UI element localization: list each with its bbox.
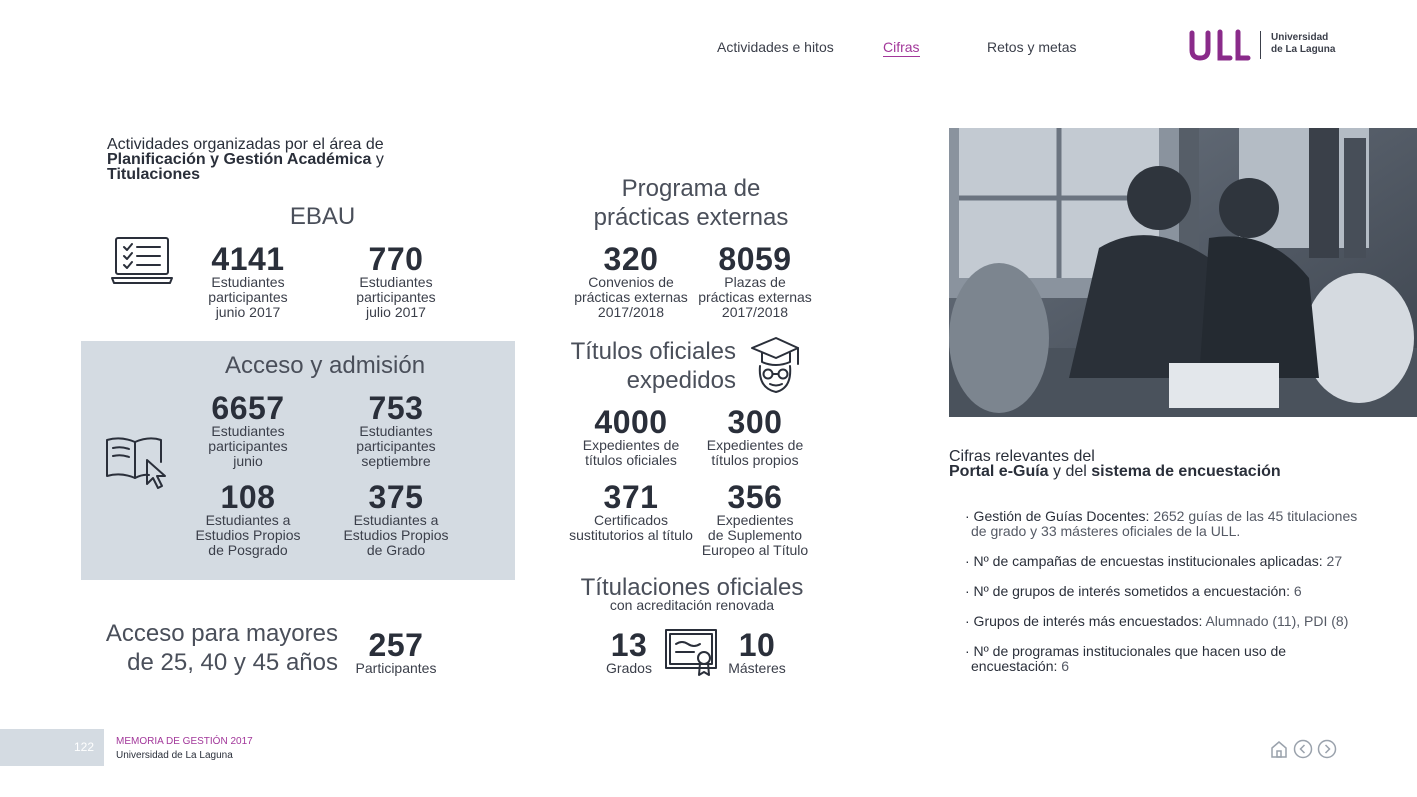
stat-value: 4000 <box>594 404 668 440</box>
stat-label: Europeo al Título <box>701 542 809 558</box>
intro-line1: Actividades organizadas por el área de <box>107 136 384 153</box>
titulos-stat-4 <box>690 481 820 558</box>
list-item <box>965 584 1365 599</box>
certificate-icon <box>664 628 718 678</box>
acceso-stat-4 <box>336 481 456 558</box>
item-value: 27 <box>1322 553 1343 569</box>
nav-cifras[interactable]: Cifras <box>883 39 920 55</box>
stat-label: junio 2017 <box>215 304 281 320</box>
stat-value: 320 <box>603 241 659 277</box>
stat-label: Estudios Propios <box>195 527 301 543</box>
item-value-2: de grado y 33 másteres oficiales de la ULL. <box>971 523 1241 539</box>
prev-icon[interactable] <box>1293 739 1313 759</box>
practicas-title <box>580 174 802 232</box>
mayores-title-2: de 25, 40 y 45 años <box>127 649 338 676</box>
logo-line2: de La Laguna <box>1271 44 1336 55</box>
stat-label: Participantes <box>355 660 437 676</box>
home-icon[interactable] <box>1269 739 1289 759</box>
stat-label: Plazas de <box>724 274 786 290</box>
logo-line1: Universidad <box>1271 32 1329 43</box>
item-label: · Nº de programas institucionales que hacen uso de <box>965 643 1287 659</box>
titulos-stat-1 <box>566 406 696 468</box>
masteres-stat <box>722 629 792 676</box>
item-label: · Gestión de Guías Docentes: <box>965 508 1150 524</box>
intro-bold2: Titulaciones <box>107 166 201 183</box>
laptop-checklist-icon <box>108 234 182 294</box>
practicas-title-2: prácticas externas <box>593 204 789 231</box>
stat-label: 2017/2018 <box>721 304 789 320</box>
stat-value: 371 <box>603 479 659 515</box>
next-icon[interactable] <box>1317 739 1337 759</box>
titulos-stat-3 <box>561 481 701 543</box>
cifras-conj: y del <box>1048 463 1092 480</box>
stat-label: Estudiantes a <box>205 512 291 528</box>
practicas-stat-2 <box>690 243 820 320</box>
titulos-title-1: Títulos oficiales <box>570 338 736 365</box>
titulos-title-2: expedidos <box>626 367 736 394</box>
intro-bold1: Planificación y Gestión Académica <box>107 151 372 168</box>
practicas-stat-1 <box>566 243 696 320</box>
item-value-2: 6 <box>1057 658 1070 674</box>
stat-value: 257 <box>368 627 424 663</box>
footer-title: MEMORIA DE GESTIÓN 2017 <box>116 736 253 747</box>
acceso-stat-2 <box>336 392 456 469</box>
list-item <box>965 644 1365 674</box>
ebau-stat-2 <box>336 243 456 320</box>
stat-label: de Suplemento <box>707 527 803 543</box>
ebau-title: EBAU <box>289 203 356 230</box>
stat-label: Estudiantes a <box>353 512 439 528</box>
stat-label: junio <box>233 453 263 469</box>
cifras-list <box>965 509 1365 689</box>
ull-logo[interactable] <box>1188 28 1338 62</box>
intro-heading <box>107 137 407 182</box>
acceso-stat-3 <box>188 481 308 558</box>
stat-label: Estudiantes <box>359 274 433 290</box>
stat-label: participantes <box>356 289 436 305</box>
stat-label: Estudios Propios <box>343 527 449 543</box>
stat-label: títulos oficiales <box>585 452 677 468</box>
footer-page-box <box>0 729 104 766</box>
stat-label: julio 2017 <box>366 304 426 320</box>
item-value: Alumnado (11), PDI (8) <box>1202 613 1349 629</box>
mayores-stat <box>336 629 456 676</box>
cifras-bold-1: Portal e-Guía <box>949 463 1049 480</box>
ull-logo-mark <box>1188 28 1252 62</box>
stat-label: prácticas externas <box>574 289 688 305</box>
stat-label: Expedientes <box>716 512 794 528</box>
item-value: 2652 guías de las 45 titulaciones <box>1149 508 1358 524</box>
stat-label: Expedientes de <box>582 437 680 453</box>
cifras-bold-2: sistema de encuestación <box>1091 463 1281 480</box>
list-item <box>965 554 1365 569</box>
stat-label: Másteres <box>728 660 786 676</box>
titulos-title <box>560 337 736 395</box>
stat-value: 10 <box>738 627 776 663</box>
stat-label: Convenios de <box>588 274 674 290</box>
mayores-title <box>100 619 338 677</box>
stat-label: Expedientes de <box>706 437 804 453</box>
footer-subtitle: Universidad de La Laguna <box>116 750 233 761</box>
nav-actividades[interactable]: Actividades e hitos <box>717 39 834 55</box>
stat-label: Grados <box>606 660 652 676</box>
stat-label: participantes <box>208 289 288 305</box>
graduate-icon <box>748 334 802 396</box>
list-item <box>965 614 1365 629</box>
stat-label: títulos propios <box>711 452 799 468</box>
book-cursor-icon <box>103 434 183 492</box>
page-number: 122 <box>74 740 95 754</box>
stat-value: 8059 <box>718 241 792 277</box>
item-label: · Nº de campañas de encuestas institucionales aplicadas: <box>965 553 1323 569</box>
titulaciones-subtitle: con acreditación renovada <box>609 597 775 613</box>
cifras-heading <box>949 449 1349 479</box>
item-label: · Grupos de interés más encuestados: <box>965 613 1203 629</box>
stat-value: 6657 <box>211 390 285 426</box>
stat-value: 356 <box>727 479 783 515</box>
item-value: 6 <box>1289 583 1302 599</box>
stat-value: 4141 <box>211 241 285 277</box>
titulaciones-title: Títulaciones oficiales <box>580 574 804 601</box>
intro-conj: y <box>371 151 384 168</box>
stat-label: prácticas externas <box>698 289 812 305</box>
logo-divider <box>1260 31 1261 59</box>
stat-label: de Posgrado <box>208 542 288 558</box>
stat-label: septiembre <box>361 453 431 469</box>
stat-value: 375 <box>368 479 424 515</box>
nav-retos[interactable]: Retos y metas <box>987 39 1077 55</box>
grados-stat <box>594 629 664 676</box>
cifras-heading-1: Cifras relevantes del <box>949 448 1095 465</box>
ebau-stat-1 <box>188 243 308 320</box>
stat-label: Certificados <box>594 512 668 528</box>
acceso-stat-1 <box>188 392 308 469</box>
stat-label: Estudiantes <box>359 423 433 439</box>
item-label: · Nº de grupos de interés sometidos a encuestación: <box>965 583 1290 599</box>
stat-label: 2017/2018 <box>597 304 665 320</box>
stat-label: participantes <box>208 438 288 454</box>
item-label-2: encuestación: <box>971 658 1058 674</box>
stat-value: 108 <box>220 479 276 515</box>
stat-label: sustitutorios al título <box>569 527 693 543</box>
stat-label: Estudiantes <box>211 274 285 290</box>
stat-label: Estudiantes <box>211 423 285 439</box>
stat-value: 753 <box>368 390 424 426</box>
stat-value: 770 <box>368 241 424 277</box>
students-photo <box>949 128 1417 417</box>
titulos-stat-2 <box>690 406 820 468</box>
stat-label: participantes <box>356 438 436 454</box>
practicas-title-1: Programa de <box>621 175 761 202</box>
stat-label: de Grado <box>366 542 426 558</box>
list-item <box>965 509 1365 539</box>
stat-value: 13 <box>610 627 648 663</box>
mayores-title-1: Acceso para mayores <box>105 620 338 647</box>
stat-value: 300 <box>727 404 783 440</box>
acceso-title: Acceso y admisión <box>224 352 426 379</box>
